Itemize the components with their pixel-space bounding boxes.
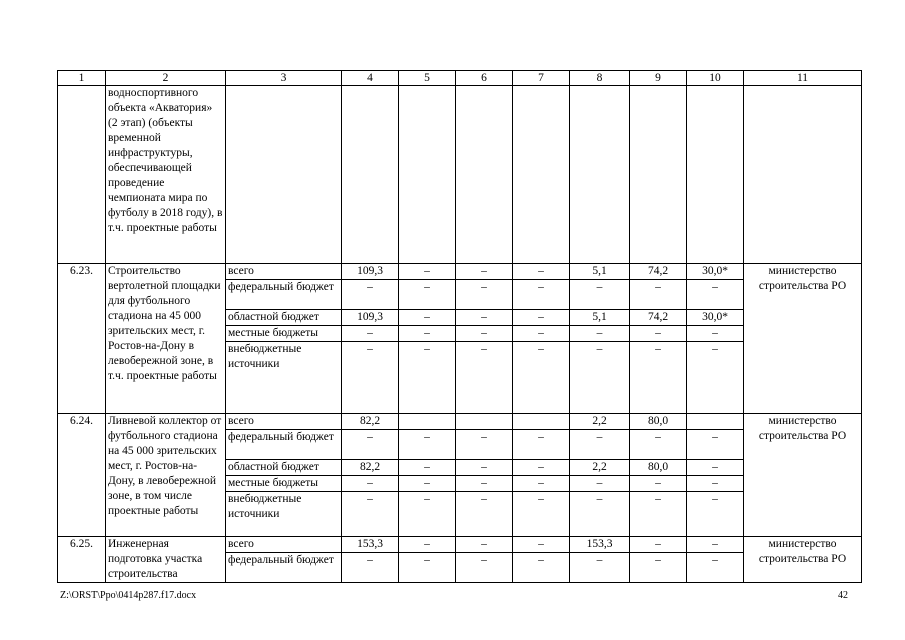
cell-value [399,414,456,430]
cell-funding-source: местные бюджеты [226,476,342,492]
cell-value: – [342,326,399,342]
cell-empty [630,86,687,264]
cell-value: – [630,342,687,414]
cell-name: водноспортивного объекта «Акватория» (2 этап) (объекты временной инфраструктуры, обеспечивающей проведение чемпионата мира по футболу в 2018 году), в т.ч. проектные работы [106,86,226,264]
cell-funding-source: областной бюджет [226,460,342,476]
header-cell: 10 [687,71,744,86]
cell-value: – [399,476,456,492]
table-row [58,264,862,280]
cell-item-number: 6.24. [58,414,106,537]
cell-num [58,86,106,264]
cell-value: 5,1 [570,310,630,326]
cell-value: – [399,460,456,476]
cell-value: – [687,430,744,460]
cell-value: 82,2 [342,460,399,476]
cell-value: – [687,492,744,537]
cell-executor: министерство строительства РО [744,264,862,414]
cell-value: – [399,553,456,583]
cell-value: – [570,553,630,583]
cell-value: – [513,460,570,476]
cell-value: 109,3 [342,264,399,280]
cell-value: – [399,430,456,460]
cell-funding-source: всего [226,264,342,280]
cell-value: – [399,264,456,280]
header-cell: 8 [570,71,630,86]
cell-value: – [513,492,570,537]
header-cell: 2 [106,71,226,86]
cell-empty [342,86,399,264]
cell-empty [513,86,570,264]
cell-value: – [342,430,399,460]
cell-value: 82,2 [342,414,399,430]
cell-value: – [570,492,630,537]
cell-executor: министерство строительства РО [744,537,862,583]
cell-value: 30,0* [687,264,744,280]
cell-value: – [456,326,513,342]
cell-value: – [399,342,456,414]
cell-value: – [687,342,744,414]
cell-executor: министерство строительства РО [744,414,862,537]
footer-file-path: Z:\ORST\Ppo\0414p287.f17.docx [60,590,197,601]
cell-value: – [342,280,399,310]
cell-value: – [513,342,570,414]
cell-value: 30,0* [687,310,744,326]
cell-value: – [456,264,513,280]
cell-value: – [513,310,570,326]
cell-value: – [630,326,687,342]
cell-item-number: 6.25. [58,537,106,583]
cell-value: – [342,553,399,583]
header-cell: 4 [342,71,399,86]
cell-funding-source: внебюджетные источники [226,492,342,537]
cell-funding-source: местные бюджеты [226,326,342,342]
cell-item-name: Ливневой коллектор от футбольного стадиона на 45 000 зрительских мест, г. Ростов-на-Дону, в левобережной зоне, в том числе проектные работы [106,414,226,537]
cell-value: – [570,326,630,342]
header-cell: 1 [58,71,106,86]
table-row [58,414,862,430]
cell-value: – [570,342,630,414]
cell-value: – [513,537,570,553]
cell-value: – [630,492,687,537]
cell-value: – [630,553,687,583]
cell-empty [570,86,630,264]
cell-value: – [570,280,630,310]
cell-value [513,414,570,430]
cell-empty [456,86,513,264]
cell-funding-source: всего [226,537,342,553]
cell-value: – [342,342,399,414]
cell-value: – [456,280,513,310]
cell-empty [744,86,862,264]
cell-value: – [456,310,513,326]
header-cell: 3 [226,71,342,86]
cell-value: 74,2 [630,264,687,280]
cell-value: – [456,553,513,583]
cell-value: – [630,537,687,553]
cell-value: – [456,342,513,414]
cell-value: – [630,280,687,310]
cell-item-number: 6.23. [58,264,106,414]
cell-value: – [513,553,570,583]
cell-value: – [399,537,456,553]
cell-value: 2,2 [570,414,630,430]
cell-value: – [513,476,570,492]
cell-value [687,414,744,430]
cell-funding-source: областной бюджет [226,310,342,326]
cell-value: – [456,492,513,537]
cell-value: – [399,492,456,537]
header-cell: 6 [456,71,513,86]
cell-value: – [342,492,399,537]
cell-value: – [456,430,513,460]
cell-value: – [687,460,744,476]
cell-value: 80,0 [630,414,687,430]
cell-value: – [687,537,744,553]
cell-value: – [513,430,570,460]
cell-value: – [456,537,513,553]
cell-value: – [399,326,456,342]
header-cell: 9 [630,71,687,86]
cell-value: 153,3 [570,537,630,553]
cell-funding-source: всего [226,414,342,430]
cell-value: – [342,476,399,492]
cell-funding-source: федеральный бюджет [226,430,342,460]
cell-value: – [630,476,687,492]
cell-value: 2,2 [570,460,630,476]
cell-value: – [456,460,513,476]
cell-funding-source: федеральный бюджет [226,280,342,310]
cell-funding-source: федеральный бюджет [226,553,342,583]
cell-value: 74,2 [630,310,687,326]
cell-item-name: Инженерная подготовка участка строительства [106,537,226,583]
header-row [58,71,862,86]
cell-funding-source: внебюджетные источники [226,342,342,414]
header-cell: 7 [513,71,570,86]
cell-value: – [513,264,570,280]
cell-value: – [513,326,570,342]
cell-value: 5,1 [570,264,630,280]
continuation-row [58,86,862,264]
cell-value: – [570,430,630,460]
page-number: 42 [838,590,848,601]
cell-empty [687,86,744,264]
table-row [58,537,862,553]
cell-empty [399,86,456,264]
cell-value: – [687,326,744,342]
cell-value: – [687,280,744,310]
cell-value: – [399,310,456,326]
cell-value: – [630,430,687,460]
budget-table [57,70,862,583]
cell-value: – [570,476,630,492]
cell-value: 80,0 [630,460,687,476]
cell-value: – [687,476,744,492]
cell-item-name: Строительство вертолетной площадки для футбольного стадиона на 45 000 зрительских мест, г. Ростов-на-Дону в левобережной зоне, в т.ч. проектные работы [106,264,226,414]
header-cell: 11 [744,71,862,86]
cell-value: – [687,553,744,583]
cell-value: – [399,280,456,310]
cell-empty [226,86,342,264]
header-cell: 5 [399,71,456,86]
cell-value: – [456,476,513,492]
cell-value [456,414,513,430]
cell-value: – [513,280,570,310]
cell-value: 153,3 [342,537,399,553]
cell-value: 109,3 [342,310,399,326]
